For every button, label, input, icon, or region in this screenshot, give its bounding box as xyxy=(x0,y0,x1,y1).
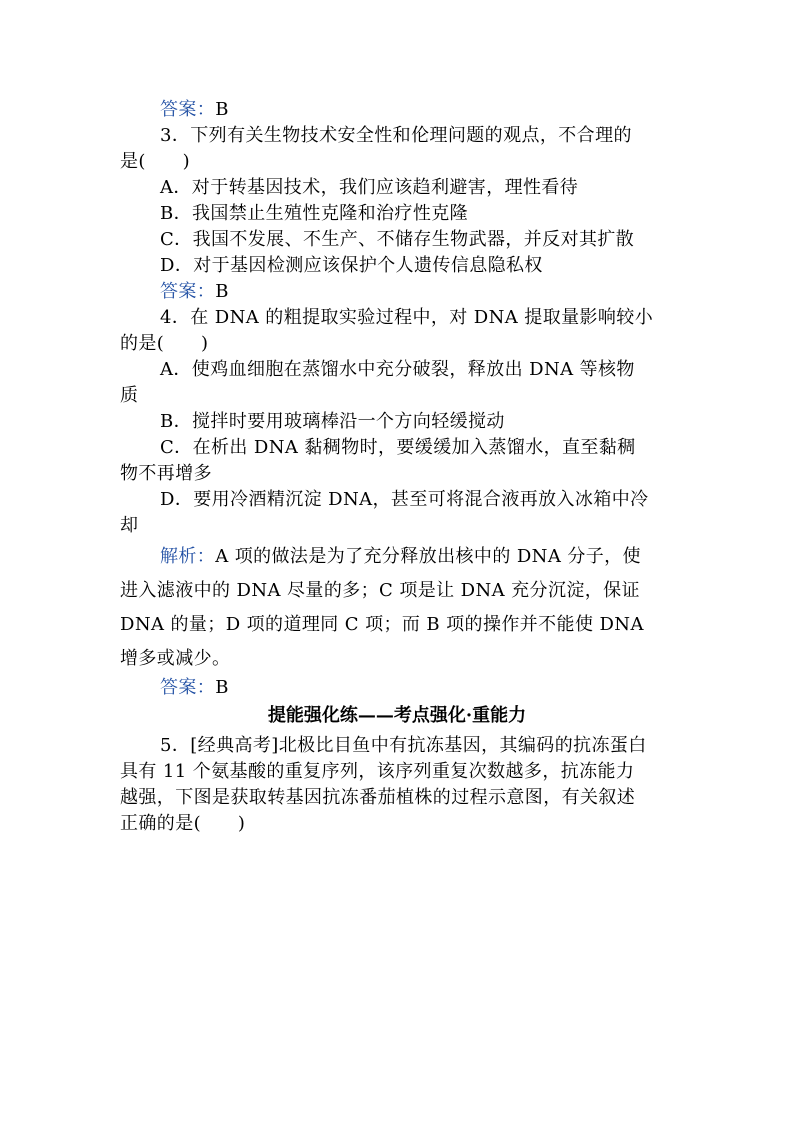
explanation-text: A 项的做法是为了充分释放出核中的 DNA 分子，使 xyxy=(215,546,641,567)
q3-stem-line2: 是( ) xyxy=(120,151,191,172)
q4-option-c-line2: 物不再增多 xyxy=(120,463,212,484)
q4-stem-line2: 的是( ) xyxy=(120,333,209,354)
q4-answer xyxy=(160,676,229,700)
q5-line3: 越强，下图是获取转基因抗冻番茄植株的过程示意图，有关叙述 xyxy=(120,787,636,808)
q3-option-d: D．对于基因检测应该保护个人遗传信息隐私权 xyxy=(160,255,543,276)
q5-line1: 5．[经典高考]北极比目鱼中有抗冻基因，其编码的抗冻蛋白 xyxy=(160,735,647,756)
q5-line2: 具有 11 个氨基酸的重复序列，该序列重复次数越多，抗冻能力 xyxy=(120,761,635,782)
question-stem: 在 DNA 的粗提取实验过程中，对 DNA 提取量影响较小 xyxy=(190,307,654,328)
q4-option-a-line2: 质 xyxy=(120,385,139,406)
q4-explanation-line2: 进入滤液中的 DNA 尽量的多；C 项是让 DNA 充分沉淀，保证 xyxy=(120,580,640,601)
answer-label: 答案： xyxy=(160,677,216,698)
section-title: 提能强化练——考点强化·重能力 xyxy=(267,705,527,726)
answer-value: B xyxy=(215,677,229,698)
q4-explanation-line3: DNA 的量；D 项的道理同 C 项；而 B 项的操作并不能使 DNA xyxy=(120,614,644,635)
q2-answer xyxy=(160,98,229,122)
q3-option-a: A．对于转基因技术，我们应该趋利避害，理性看待 xyxy=(160,177,579,198)
answer-value: B xyxy=(215,281,229,302)
answer-label: 答案： xyxy=(160,281,216,302)
explanation-label: 解析： xyxy=(160,546,216,567)
q3-option-c: C．我国不发展、不生产、不储存生物武器，并反对其扩散 xyxy=(160,229,635,250)
q4-option-c-line1: C．在析出 DNA 黏稠物时，要缓缓加入蒸馏水，直至黏稠 xyxy=(160,437,636,458)
q5-line4: 正确的是( ) xyxy=(120,813,246,834)
q3-answer xyxy=(160,280,229,304)
answer-label: 答案： xyxy=(160,99,216,120)
q3-stem-line1 xyxy=(160,124,632,148)
q4-option-b: B．搅拌时要用玻璃棒沿一个方向轻缓搅动 xyxy=(160,411,505,432)
q4-stem-line1 xyxy=(160,306,653,330)
q4-option-a-line1: A．使鸡血细胞在蒸馏水中充分破裂，释放出 DNA 等核物 xyxy=(160,359,635,380)
question-stem: 下列有关生物技术安全性和伦理问题的观点，不合理的 xyxy=(190,125,632,146)
question-number: 4． xyxy=(160,307,191,328)
question-number: 3． xyxy=(160,125,191,146)
q4-option-d-line2: 却 xyxy=(120,515,139,536)
q4-option-d-line1: D．要用冷酒精沉淀 DNA，甚至可将混合液再放入冰箱中冷 xyxy=(160,489,649,510)
q4-explanation-line1 xyxy=(160,545,641,569)
q3-option-b: B．我国禁止生殖性克隆和治疗性克隆 xyxy=(160,203,469,224)
q4-explanation-line4: 增多或减少。 xyxy=(120,648,231,669)
answer-value: B xyxy=(215,99,229,120)
